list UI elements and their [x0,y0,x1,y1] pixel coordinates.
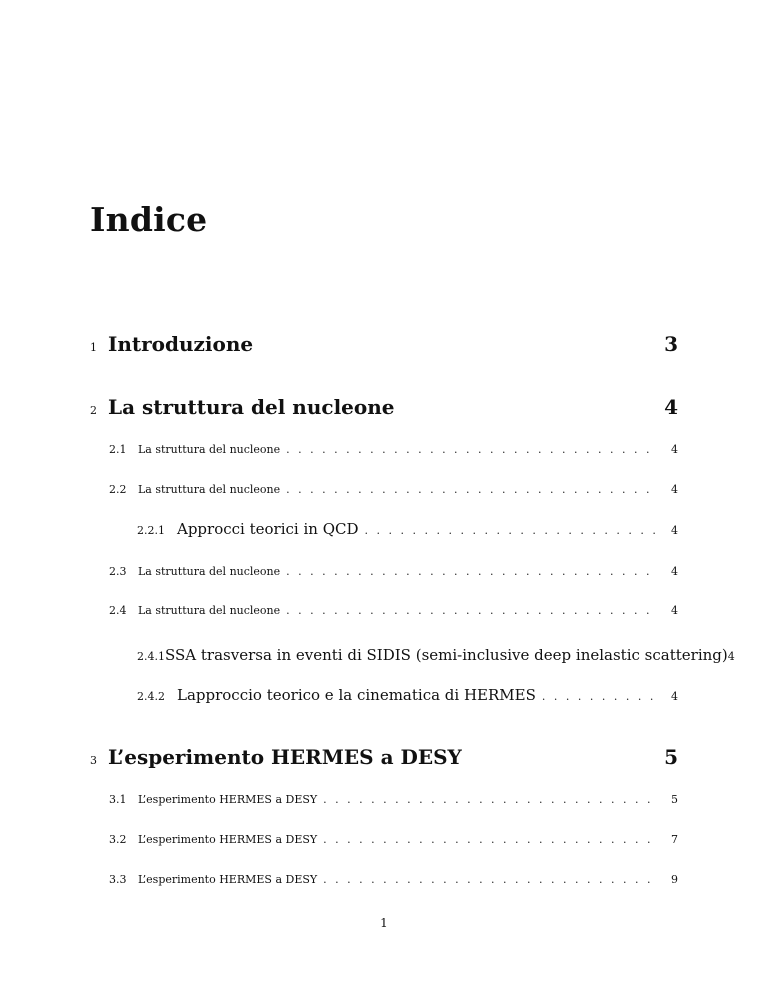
toc-subsection-2-4-2[interactable] [137,686,678,704]
dot-leader [542,690,658,703]
dot-leader [365,524,658,537]
section-page: 7 [671,833,678,846]
section-number: 2.3 [109,565,127,578]
section-number: 2.2 [109,483,127,496]
section-number: 3.3 [109,873,127,886]
dot-leader [323,873,658,886]
section-page: 4 [671,565,678,578]
section-title: L’esperimento HERMES a DESY [138,833,318,846]
toc-chapter-3[interactable] [90,745,678,769]
chapter-page: 5 [664,745,678,769]
section-number: 2.1 [109,443,127,456]
subsection-title: Approcci teorici in QCD [177,520,359,538]
section-page: 4 [671,483,678,496]
subsection-page: 4 [671,524,678,537]
toc-chapter-1[interactable] [90,332,678,356]
section-title: La struttura del nucleone [138,604,281,617]
toc-section-3-3[interactable] [109,873,678,886]
toc-section-2-4[interactable] [109,604,678,617]
chapter-page: 3 [664,332,678,356]
section-number: 2.4 [109,604,127,617]
chapter-page: 4 [664,395,678,419]
toc-subsection-2-2-1[interactable] [137,520,678,538]
dot-leader [286,604,658,617]
section-title: La struttura del nucleone [138,443,281,456]
chapter-title: Introduzione [108,332,254,356]
toc-section-2-1[interactable] [109,443,678,456]
page-number: 1 [380,916,388,930]
dot-leader [323,793,658,806]
toc-subsection-2-4-1[interactable] [137,646,735,664]
toc-chapter-2[interactable] [90,395,678,419]
toc-section-2-2[interactable] [109,483,678,496]
toc-section-3-1[interactable] [109,793,678,806]
dot-leader [286,565,658,578]
dot-leader [286,443,658,456]
dot-leader [323,833,658,846]
dot-leader [286,483,658,496]
section-page: 9 [671,873,678,886]
section-number: 3.2 [109,833,127,846]
chapter-number: 3 [90,754,97,767]
subsection-number: 2.4.1 [137,650,165,663]
page-title: Indice [90,200,208,239]
section-title: L’esperimento HERMES a DESY [138,793,318,806]
subsection-title: SSA trasversa in eventi di SIDIS (semi-inclusive deep inelastic scattering) [165,646,728,664]
chapter-number: 2 [90,404,97,417]
section-page: 4 [671,443,678,456]
section-title: La struttura del nucleone [138,483,281,496]
section-title: La struttura del nucleone [138,565,281,578]
chapter-title: L’esperimento HERMES a DESY [108,745,462,769]
section-number: 3.1 [109,793,127,806]
subsection-page: 4 [671,690,678,703]
subsection-number: 2.4.2 [137,690,165,703]
subsection-page: 4 [727,650,735,663]
toc-section-3-2[interactable] [109,833,678,846]
chapter-number: 1 [90,341,97,354]
section-title: L’esperimento HERMES a DESY [138,873,318,886]
chapter-title: La struttura del nucleone [108,395,395,419]
section-page: 5 [671,793,678,806]
section-page: 4 [671,604,678,617]
subsection-title: Lapproccio teorico e la cinematica di HERMES [177,686,536,704]
toc-section-2-3[interactable] [109,565,678,578]
subsection-number: 2.2.1 [137,524,165,537]
